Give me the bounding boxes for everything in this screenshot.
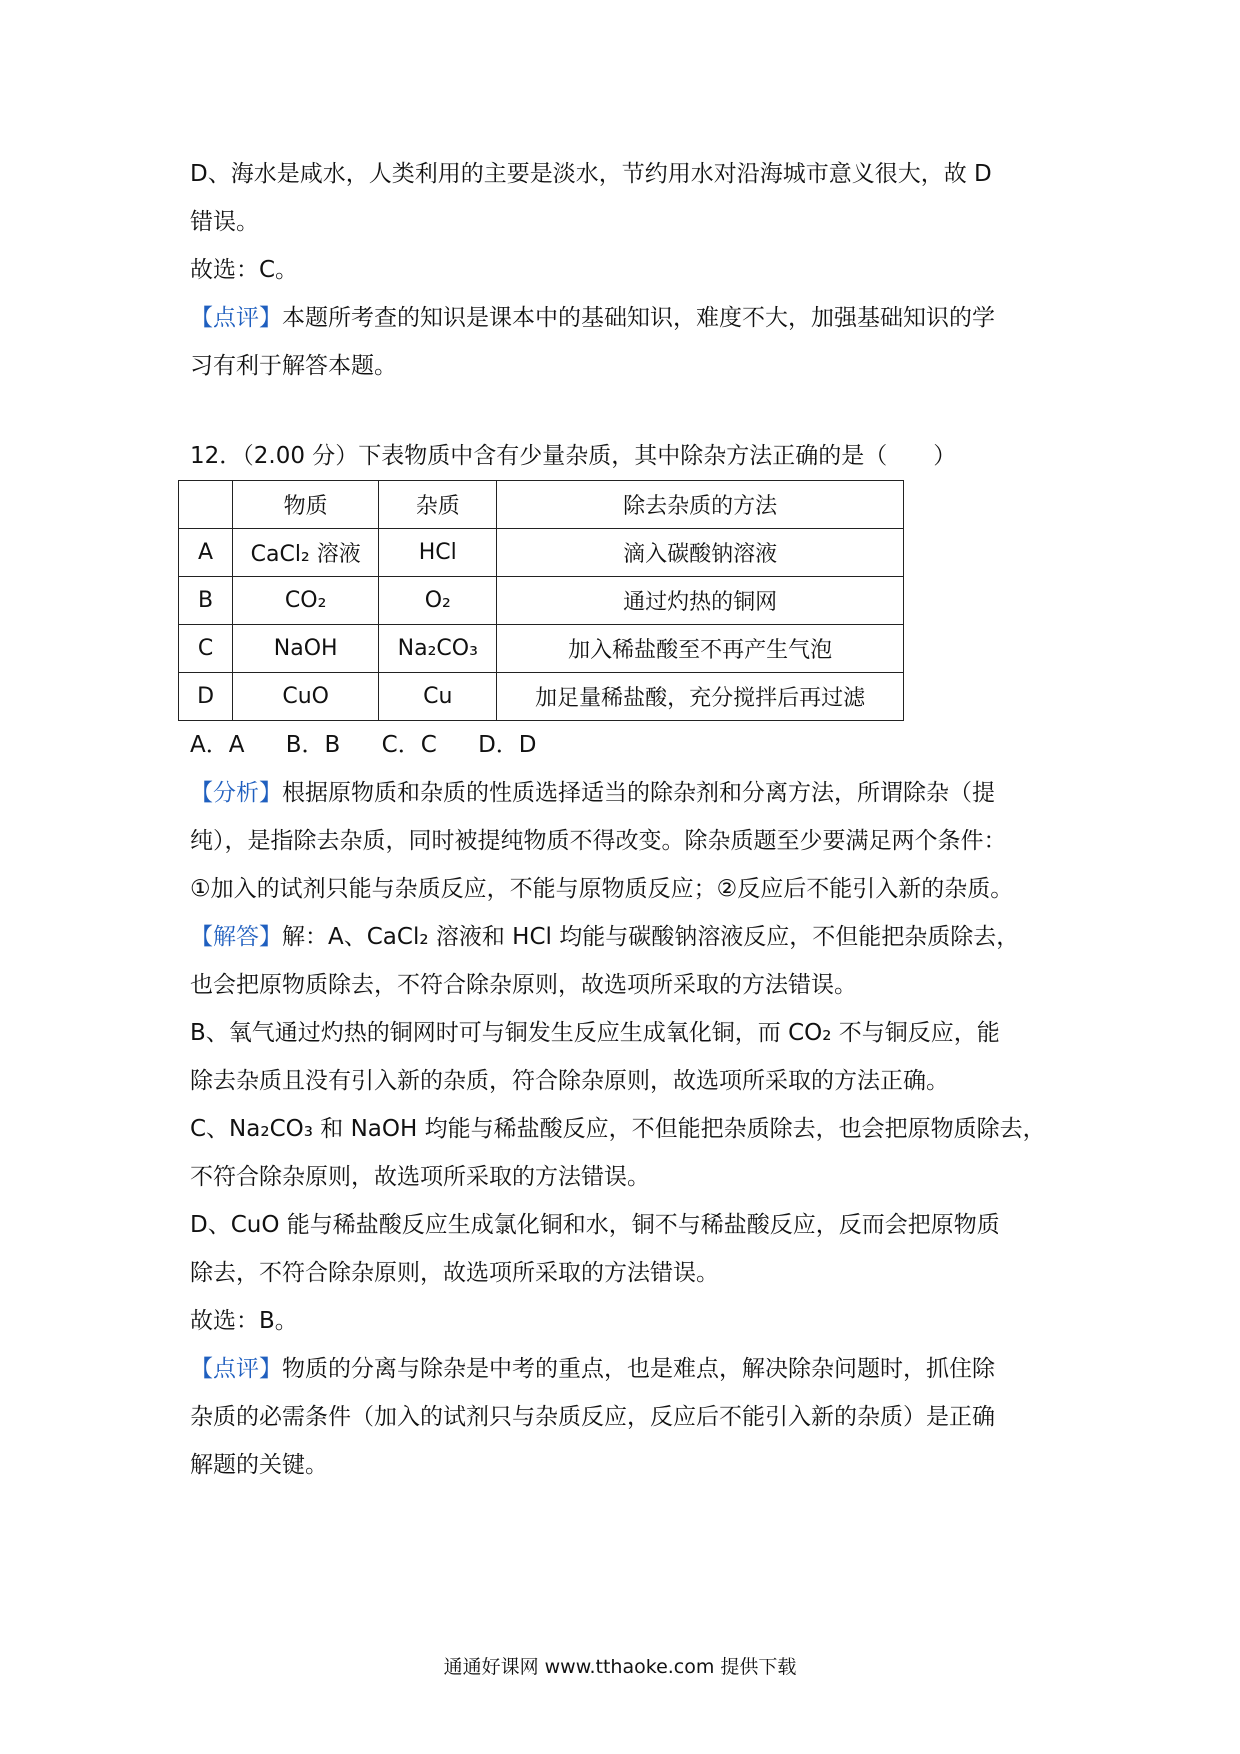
table-row [179,529,904,577]
prev-answer: 故选：C。 [190,257,299,283]
table-cell: 加足量稀盐酸，充分搅拌后再过滤 [497,673,904,721]
solution-b-line2: 除去杂质且没有引入新的杂质，符合除杂原则，故选项所采取的方法正确。 [190,1068,949,1094]
solution-c-line1: C、Na₂CO₃ 和 NaOH 均能与稀盐酸反应，不但能把杂质除去，也会把原物质除去， [190,1116,1046,1142]
solution-d-line2: 除去，不符合除杂原则，故选项所采取的方法错误。 [190,1260,719,1286]
prev-comment-line1: 【点评】本题所考查的知识是课本中的基础知识，难度不大，加强基础知识的学 [190,305,995,331]
table-cell: CuO [233,673,379,721]
document-page [190,150,1070,1489]
comment-tag: 【点评】 [190,305,282,331]
table-cell: Cu [379,673,497,721]
table-cell: O₂ [379,577,497,625]
table-cell: 滴入碳酸钠溶液 [497,529,904,577]
analysis-line2: 纯），是指除去杂质，同时被提纯物质不得改变。除杂质题至少要满足两个条件： [190,828,1007,854]
answer-options [190,721,1070,769]
table-cell: B [179,577,233,625]
analysis-tag: 【分析】 [190,780,282,806]
table-cell: CO₂ [233,577,379,625]
page-footer: 通通好课网 www.tthaoke.com 提供下载 [443,1656,797,1678]
solution-a-line1: 【解答】解：A、CaCl₂ 溶液和 HCl 均能与碳酸钠溶液反应，不但能把杂质除去， [190,924,1020,950]
comment-line1: 【点评】物质的分离与除杂是中考的重点，也是难点，解决除杂问题时，抓住除 [190,1356,995,1382]
table-cell: Na₂CO₃ [379,625,497,673]
prev-comment-line2: 习有利于解答本题。 [190,353,397,379]
table-cell: D [179,673,233,721]
solution-tag: 【解答】 [190,924,282,950]
table-cell: CaCl₂ 溶液 [233,529,379,577]
option-b: B．B [285,732,341,758]
comment-line2: 杂质的必需条件（加入的试剂只与杂质反应，反应后不能引入新的杂质）是正确 [190,1404,995,1430]
table-header-cell: 物质 [233,481,379,529]
solution-b-line1: B、氧气通过灼热的铜网时可与铜发生反应生成氧化铜，而 CO₂ 不与铜反应，能 [190,1020,1000,1046]
prev-d-line2: 错误。 [190,209,259,235]
comment-tag-2: 【点评】 [190,1356,282,1382]
table-header-cell [179,481,233,529]
table-cell: NaOH [233,625,379,673]
table-row [179,625,904,673]
table-cell: A [179,529,233,577]
table-header-cell: 除去杂质的方法 [497,481,904,529]
solution-answer: 故选：B。 [190,1308,298,1334]
table-cell: 加入稀盐酸至不再产生气泡 [497,625,904,673]
option-d: D．D [478,732,537,758]
table-cell: 通过灼热的铜网 [497,577,904,625]
solution-c-line2: 不符合除杂原则，故选项所采取的方法错误。 [190,1164,650,1190]
table-row [179,577,904,625]
table-header-cell: 杂质 [379,481,497,529]
table-row [179,673,904,721]
table-cell: C [179,625,233,673]
option-a: A．A [190,732,245,758]
analysis-line1: 【分析】根据原物质和杂质的性质选择适当的除杂剂和分离方法，所谓除杂（提 [190,780,995,806]
prev-d-line1: D、海水是咸水，人类利用的主要是淡水，节约用水对沿海城市意义很大，故 D [190,161,992,187]
table-header-row [179,481,904,529]
solution-d-line1: D、CuO 能与稀盐酸反应生成氯化铜和水，铜不与稀盐酸反应，反而会把原物质 [190,1212,1000,1238]
question-table [178,480,904,721]
comment-line3: 解题的关键。 [190,1452,328,1478]
analysis-line3: ①加入的试剂只能与杂质反应，不能与原物质反应；②反应后不能引入新的杂质。 [190,876,1014,902]
table-cell: HCl [379,529,497,577]
solution-a-line2: 也会把原物质除去，不符合除杂原则，故选项所采取的方法错误。 [190,972,857,998]
option-c: C．C [381,732,437,758]
question-stem: 12．（2.00 分）下表物质中含有少量杂质，其中除杂方法正确的是（ ） [190,443,957,469]
